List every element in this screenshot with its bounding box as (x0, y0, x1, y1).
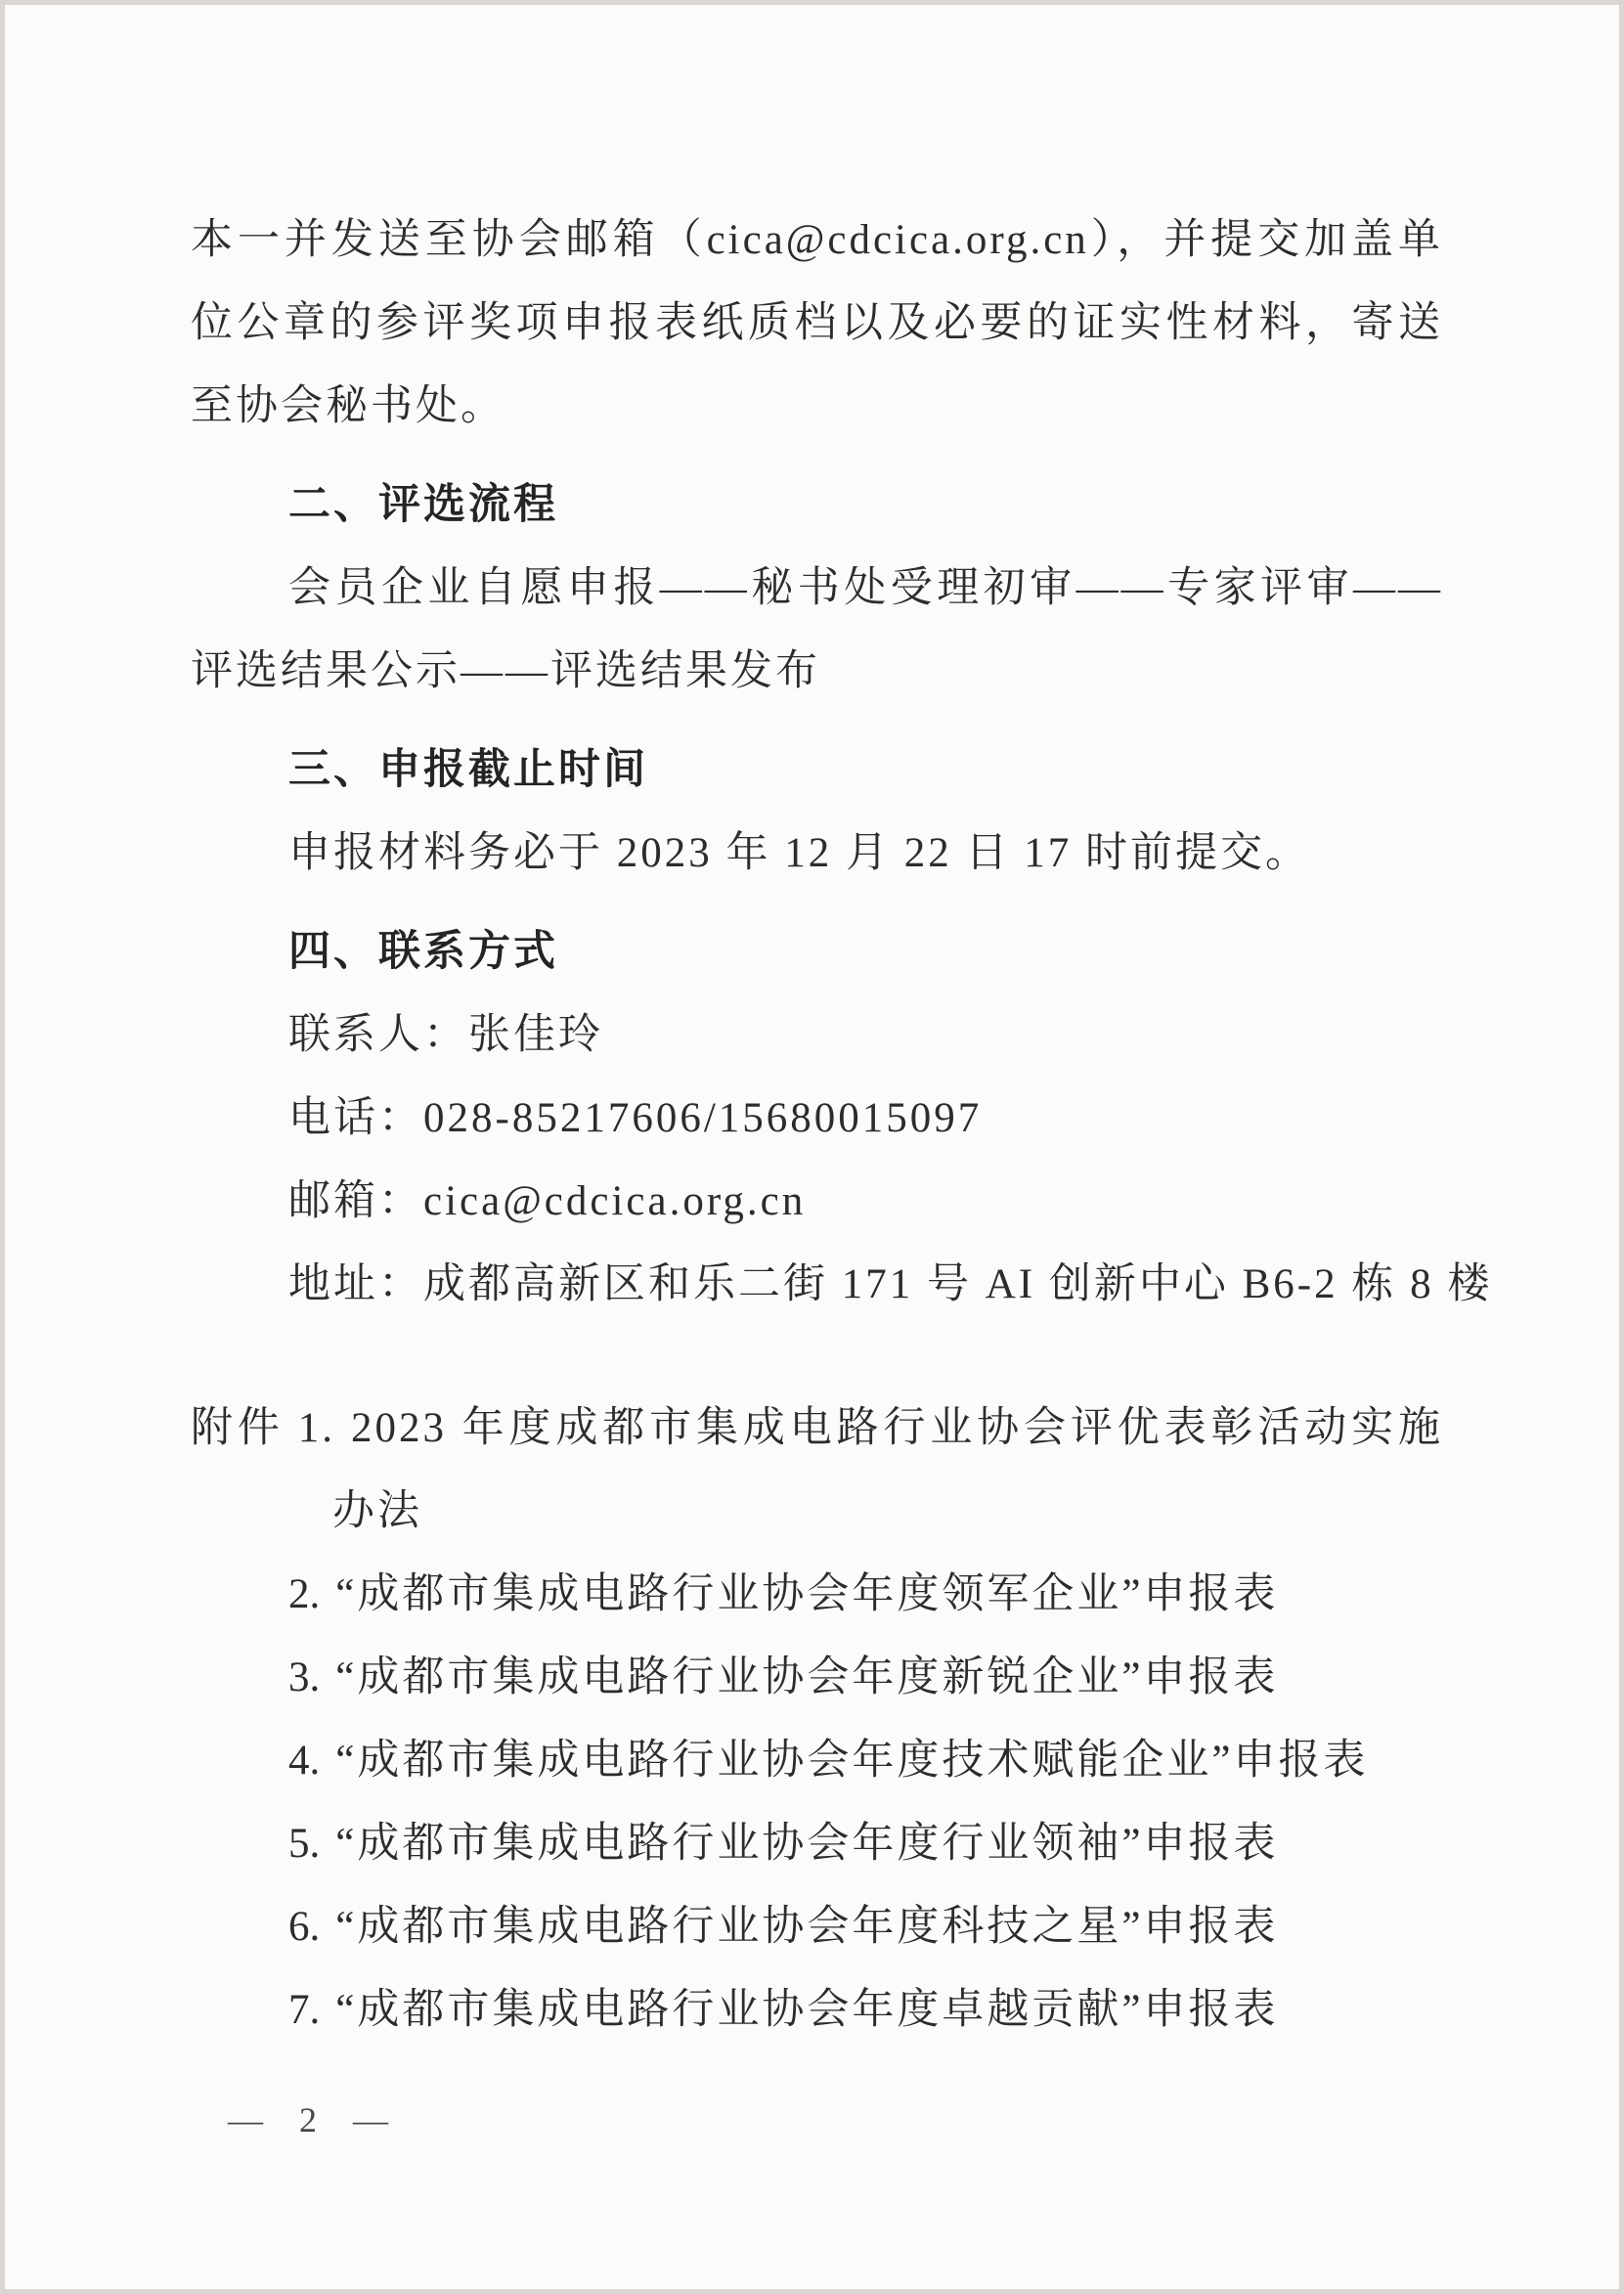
attachment-number: 2. (288, 1571, 321, 1617)
section-heading-selection-process: 二、评选流程 (288, 482, 558, 528)
contact-address-line: 地址：成都高新区和乐二街 171 号 AI 创新中心 B6-2 栋 8 楼 (288, 1261, 1493, 1307)
section-heading-contact: 四、联系方式 (288, 929, 558, 975)
document-content (191, 199, 1493, 2051)
attachment-item-2 (288, 1553, 1443, 1636)
paragraph-deadline: 申报材料务必于 2023 年 12 月 22 日 17 时前提交。 (288, 830, 1310, 876)
attachment-number: 3. (288, 1654, 321, 1700)
attachment-number: 1. (297, 1405, 335, 1451)
attachment-number: 7. (288, 1987, 321, 2033)
attachment-item-4 (288, 1719, 1443, 1802)
attachments-list (191, 1387, 1443, 2051)
attachment-item-1 (191, 1387, 1443, 1553)
attachment-title: “成都市集成电路行业协会年度新锐企业”申报表 (335, 1654, 1279, 1700)
contact-email-line: 邮箱：cica@cdcica.org.cn (288, 1178, 807, 1224)
attachments-label: 附件 (191, 1405, 285, 1451)
attachment-title: “成都市集成电路行业协会年度行业领袖”申报表 (335, 1821, 1279, 1867)
attachment-title: “成都市集成电路行业协会年度技术赋能企业”申报表 (335, 1738, 1369, 1784)
attachment-title: “成都市集成电路行业协会年度卓越贡献”申报表 (335, 1987, 1279, 2033)
contact-phone-line: 电话：028-85217606/15680015097 (288, 1095, 983, 1141)
paragraph-submission-instructions: 本一并发送至协会邮箱（cica@cdcica.org.cn），并提交加盖单位公章的参评奖项申报表纸质档以及必要的证实性材料，寄送至协会秘书处。 (191, 217, 1443, 429)
attachment-number: 6. (288, 1904, 321, 1950)
attachment-item-7 (288, 1968, 1443, 2051)
attachment-number: 4. (288, 1738, 321, 1784)
attachment-title: “成都市集成电路行业协会年度领军企业”申报表 (335, 1571, 1279, 1617)
contact-person-line: 联系人：张佳玲 (288, 1012, 603, 1058)
attachment-number: 5. (288, 1821, 321, 1867)
section-heading-deadline: 三、申报截止时间 (288, 747, 648, 793)
page-number: — 2 — (228, 2100, 402, 2140)
attachment-title: 2023 年度成都市集成电路行业协会评优表彰活动实施办法 (332, 1405, 1444, 1534)
attachment-item-3 (288, 1636, 1443, 1719)
attachment-title: “成都市集成电路行业协会年度科技之星”申报表 (335, 1904, 1279, 1950)
paragraph-selection-process: 会员企业自愿申报——秘书处受理初审——专家评审——评选结果公示——评选结果发布 (191, 565, 1443, 694)
attachment-item-6 (288, 1885, 1443, 1968)
attachment-item-5 (288, 1802, 1443, 1885)
